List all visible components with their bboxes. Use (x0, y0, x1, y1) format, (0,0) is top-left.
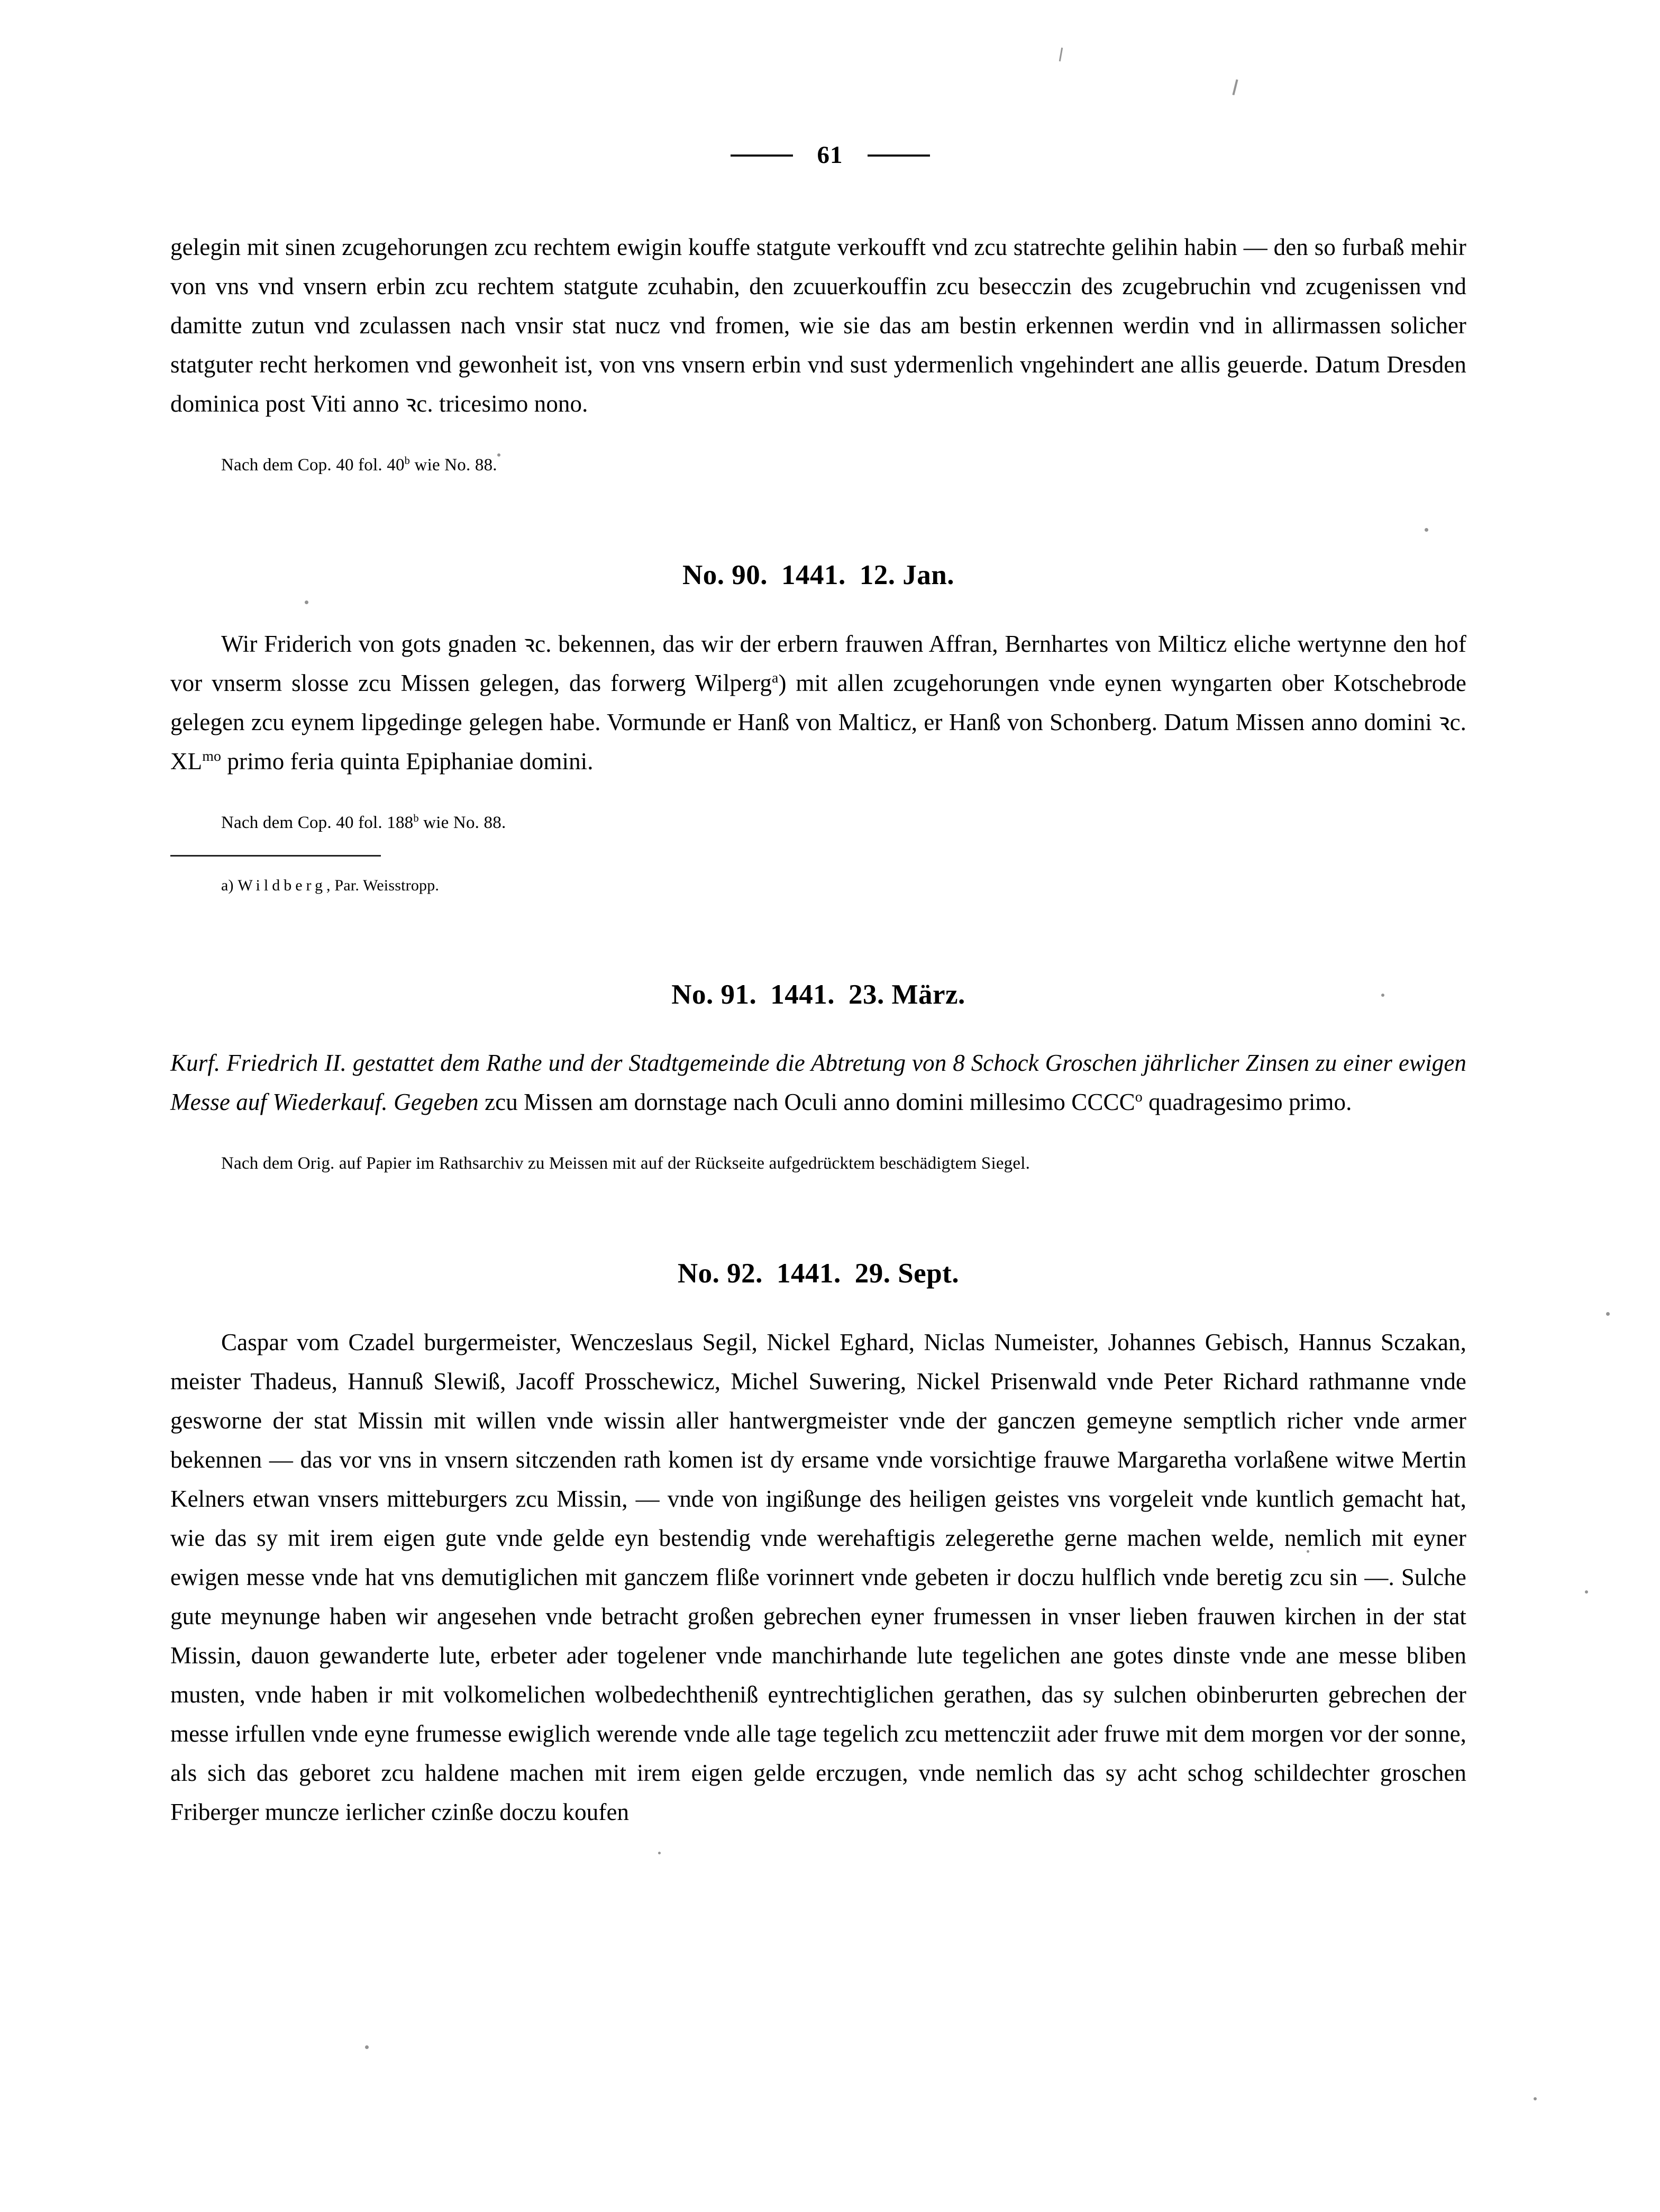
charter-body-90-part3: primo feria quinta Epiphaniae domini. (221, 748, 594, 775)
continued-charter-body: gelegin mit sinen zcugehorungen zcu rechtem ewigin kouffe statgute verkoufft vnd zcu statrechte gelihin habin — den so furbaß mehir von vns vnd vnsern erbin zcu rechtem statgute zcuhabin, den zcuuerkouffin zcu besecczin des zcugebruchin vnd zcugenissen vnd damitte zutun vnd zculassen nach vnsir stat nucz vnd fromen, wie sie das am bestin erkennen werdin vnd in allirmassen solicher statguter recht herkomen vnd gewonheit ist, von vns vnsern erbin vnd sust ydermenlich vngehindert ane allis geuerde. Datum Dresden dominica post Viti anno ꝛc. tricesimo nono. (170, 234, 1466, 417)
charter-91-regest: Kurf. Friedrich II. gestattet dem Rathe und der Stadtgemeinde die Abtretung von 8 Schock Groschen jährlicher Zinsen zu einer ewigen Messe auf Wiederkauf. Gegeben (170, 1050, 1466, 1116)
source-note-superscript-90: b (413, 812, 419, 824)
page-number: 61 (817, 141, 843, 169)
charter-body-90-superscript: mo (202, 748, 222, 764)
charter-year-92: 1441. (776, 1258, 841, 1289)
charter-91-roman-tail: zcu Missen am dornstage nach Oculi anno domini millesimo CCCC (478, 1089, 1135, 1116)
head-rule-left (731, 154, 793, 157)
charter-heading-90 (170, 559, 1466, 593)
footnote-a (170, 872, 1466, 899)
scan-artifact (1232, 79, 1238, 95)
running-head (0, 143, 1660, 168)
footnote-rest: , Par. Weisstropp. (326, 876, 440, 894)
footnote-place-name: Wildberg (238, 876, 326, 894)
charter-body-90-part1: Wir Friderich von gots gnaden ꝛc. bekennen, das wir der erbern frauwen Affran, Bernhartes von Milticz eliche wertynne den hof vor vnserm slosse zcu Missen gelegen, das forwerg Wilperg (170, 630, 1466, 696)
charter-90-source-note (170, 808, 1466, 837)
charter-heading-91 (170, 978, 1466, 1012)
charter-body-92: Caspar vom Czadel burgermeister, Wenczeslaus Segil, Nickel Eghard, Niclas Numeister, Johannes Gebisch, Hannus Sczakan, meister Thadeus, Hannuß Slewiß, Jacoff Prosschewicz, Michel Suwering, Nickel Prisenwald vnde Peter Richard rathmanne vnde gesworne der stat Missin mit willen vnde wissin aller hantwergmeister vnde der ganczen gemeyne semptlich richer vnde armer bekennen — das vor vns in vnsern sitczenden rath komen ist dy ersame vnde vorsichtige frauwe Margaretha vorlaßene witwe Mertin Kelners etwan vnsers mitteburgers zcu Missin, — vnde von ingißunge des heiligen geistes vns vorgeleit vnde kuntlich gemacht hat, wie das sy mit irem eigen gute vnde gelde eyn bestendig vnde werehaftigis zelegerethe gerne machen welde, nemlich mit eyner ewigen messe vnde hat vns demutiglichen mit ganczem fliße vorinnert vnde gebeten ir doczu hulflich vnde beretig zcu sin —. Sulche gute meynunge haben wir angesehen vnde betracht großen gebrechen eyner frumessen in vnser lieben frauwen kirchen in der stat Missin, dauon gewanderte lute, erbeter ader togelener vnde manchirhande lute tegelichen ane gotes dinste vnde ane messe bliben musten, vnde haben ir mit volkomelichen wolbedechtheniß eyntrechtiglichen gerathen, das sy sulchen obinberurten gebrechen der messe irfullen vnde eyne frumesse ewiglich werende vnde alle tage tegelich zcu mettencziit ader fruwe mit dem morgen vor der sonne, als sich das geboret zcu haldene machen mit irem eigen gelde erczugen, vnde nemlich das sy acht schog schildechter groschen Friberger muncze ierlicher czinße doczu koufen (170, 1328, 1466, 1825)
charter-year-91: 1441. (770, 979, 835, 1010)
source-note-suffix: wie No. 88. (410, 456, 497, 475)
scan-speckle (1534, 2097, 1537, 2100)
charter-number-91: No. 91. (671, 979, 757, 1010)
scan-speckle (365, 2045, 369, 2049)
charter-91-source-note: Nach dem Orig. auf Papier im Rathsarchiv zu Meissen mit auf der Rückseite aufgedrücktem beschädigtem Siegel. (221, 1154, 1030, 1173)
footnote-label-a: a) (221, 876, 234, 894)
scan-speckle (658, 1852, 661, 1854)
head-rule-right (868, 154, 930, 157)
source-note-superscript: b (404, 455, 411, 467)
charter-number-92: No. 92. (677, 1258, 763, 1289)
scan-artifact (1059, 48, 1063, 61)
charter-body-90-part2: ) mit allen zcugehorungen vnde eynen wyngarten ober Kotschebrode gelegen zcu eynem lipgedinge gelegen habe. Vormunde er Hanß von Malticz, er Hanß von Schonberg. Datum Missen anno domini ꝛc. XL (170, 669, 1466, 775)
charter-date-92: 29. Sept. (854, 1258, 960, 1289)
source-note-prefix-90: Nach dem Cop. 40 fol. 188 (221, 813, 414, 832)
scan-speckle (1585, 1590, 1588, 1594)
charter-number-90: No. 90. (682, 560, 768, 590)
charter-body-90 (170, 624, 1466, 781)
charter-heading-92 (170, 1257, 1466, 1291)
source-note-prefix: Nach dem Cop. 40 fol. 40 (221, 456, 405, 475)
charter-date-91: 23. März. (848, 979, 965, 1010)
source-note-suffix-90: wie No. 88. (418, 813, 506, 832)
charter-91-roman-tail2: quadragesimo primo. (1142, 1089, 1352, 1116)
footnote-marker-a[interactable]: a (771, 669, 779, 686)
charter-date-90: 12. Jan. (859, 560, 954, 590)
charter-body-91 (170, 1043, 1466, 1122)
continued-charter-source-note (170, 451, 1466, 479)
text-column (170, 227, 1466, 1832)
scan-speckle (1606, 1312, 1610, 1316)
charter-year-90: 1441. (781, 560, 846, 590)
charter-91-superscript: o (1135, 1089, 1143, 1106)
